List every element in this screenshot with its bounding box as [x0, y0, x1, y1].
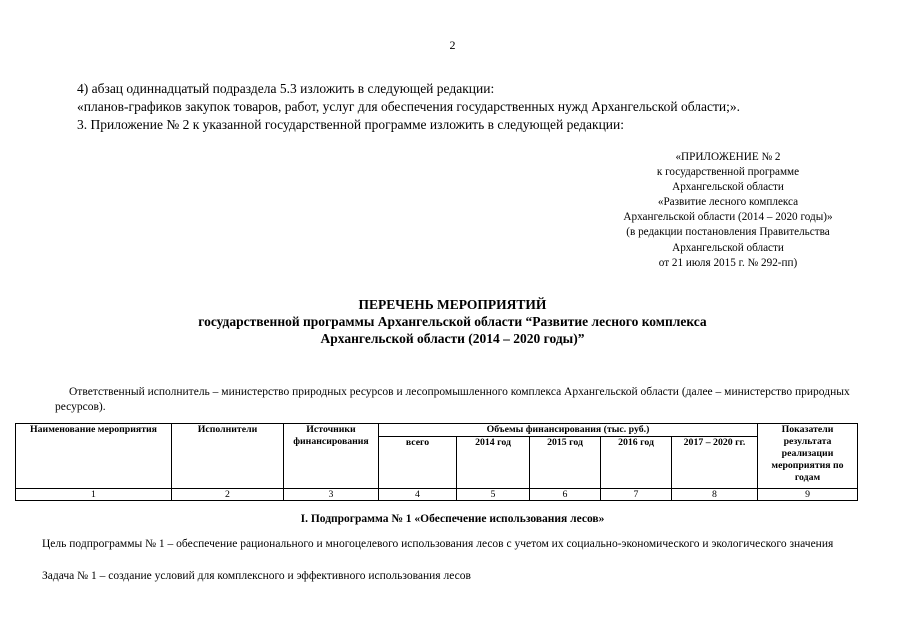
header-2016: 2016 год [601, 437, 672, 489]
column-number: 5 [457, 489, 530, 501]
responsible-text: Ответственный исполнитель – министерство природных ресурсов и лесопромышленного комплекса Архангельской области (далее – министерство природных ресурсов). [55, 386, 850, 413]
title-line-2: государственной программы Архангельской области “Развитие лесного комплекса [198, 314, 707, 329]
header-sources: Источники финансирования [284, 424, 379, 489]
appendix-header [600, 150, 856, 271]
column-number: 6 [530, 489, 601, 501]
measures-table [15, 423, 858, 501]
subprogram-goal: Цель подпрограммы № 1 – обеспечение рационального и многоцелевого использования лесов с учетом их социально-экономического и экологического значения [42, 538, 834, 550]
appendix-line: Архангельской области [672, 241, 784, 254]
subprogram-task: Задача № 1 – создание условий для комплексного и эффективного использования лесов [42, 570, 471, 582]
title-line-1: ПЕРЕЧЕНЬ МЕРОПРИЯТИЙ [358, 297, 547, 312]
column-number: 2 [172, 489, 284, 501]
paragraph-item-3: 3. Приложение № 2 к указанной государственной программе изложить в следующей редакции: [77, 117, 624, 132]
header-volumes: Объемы финансирования (тыс. руб.) [379, 424, 758, 437]
column-number: 4 [379, 489, 457, 501]
column-number-row [16, 489, 858, 501]
appendix-line: к государственной программе [656, 166, 800, 179]
header-2015: 2015 год [530, 437, 601, 489]
responsible-executor [55, 385, 855, 415]
appendix-line: «Развитие лесного комплекса [657, 196, 799, 209]
page-number: 2 [449, 38, 456, 52]
header-executors: Исполнители [172, 424, 284, 489]
title-line-3: Архангельской области (2014 – 2020 годы)” [320, 331, 585, 346]
column-number: 9 [758, 489, 858, 501]
subprogram-title: I. Подпрограмма № 1 «Обеспечение использования лесов» [300, 513, 605, 525]
column-number: 1 [16, 489, 172, 501]
column-number: 7 [601, 489, 672, 501]
header-total: всего [379, 437, 457, 489]
appendix-line: «ПРИЛОЖЕНИЕ № 2 [675, 151, 781, 163]
appendix-line: от 21 июля 2015 г. № 292-пп) [658, 256, 798, 269]
column-number: 8 [672, 489, 758, 501]
appendix-line: Архангельской области [672, 181, 784, 194]
paragraph-item-4: 4) абзац одиннадцатый подраздела 5.3 изложить в следующей редакции: [77, 81, 495, 96]
header-2017-2020: 2017 – 2020 гг. [672, 437, 758, 489]
document-title [0, 296, 905, 347]
header-2014: 2014 год [457, 437, 530, 489]
appendix-line: Архангельской области (2014 – 2020 годы)» [623, 211, 833, 224]
paragraph-quote: «планов-графиков закупок товаров, работ, услуг для обеспечения государственных нужд Архангельской области;». [77, 99, 740, 114]
header-indicators: Показатели результата реализации мероприятия по годам [758, 424, 858, 489]
header-name: Наименование мероприятия [16, 424, 172, 489]
appendix-line: (в редакции постановления Правительства [626, 226, 830, 239]
table-header-row [16, 424, 858, 437]
column-number: 3 [284, 489, 379, 501]
